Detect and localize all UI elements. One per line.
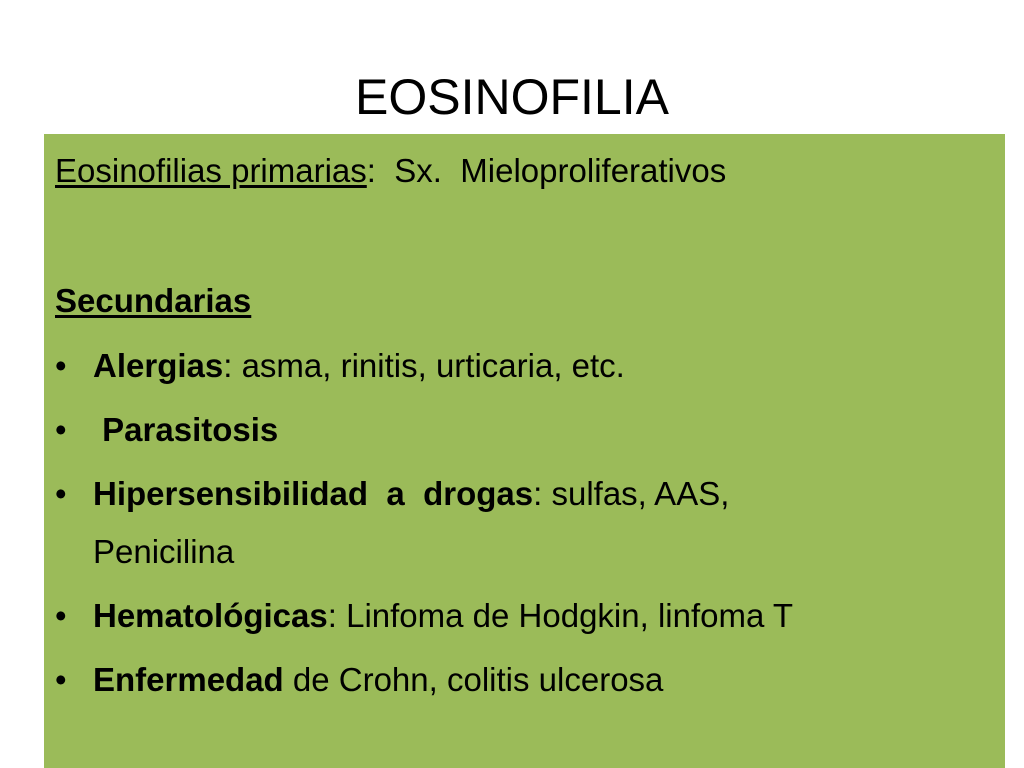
primary-label: Eosinofilias primarias <box>55 152 367 189</box>
slide-title: EOSINOFILIA <box>355 69 669 125</box>
content-box <box>44 134 1005 768</box>
primary-separator: : <box>366 152 376 189</box>
item-bold: Hematológicas <box>93 597 328 634</box>
item-text: : sulfas, AAS, <box>533 475 730 512</box>
item-text: : asma, rinitis, urticaria, etc. <box>223 347 625 384</box>
item-text: Penicilina <box>93 533 235 570</box>
item-bold: Alergias <box>93 347 224 384</box>
item-text: : Linfoma de Hodgkin, linfoma T <box>327 597 794 634</box>
item-bold: Enfermedad <box>93 661 284 698</box>
bullet-icon: • <box>55 411 67 448</box>
bullet-icon: • <box>55 661 67 698</box>
item-bold: Parasitosis <box>93 411 279 448</box>
bullet-icon: • <box>55 347 67 384</box>
item-text: de Crohn, colitis ulcerosa <box>283 661 664 698</box>
bullet-icon: • <box>55 475 67 512</box>
primary-text: Sx. Mieloproliferativos <box>375 152 727 189</box>
secondary-heading: Secundarias <box>55 282 252 319</box>
item-bold: Hipersensibilidad a drogas <box>93 475 534 512</box>
primary-line <box>55 151 726 191</box>
bullet-icon: • <box>55 597 67 634</box>
